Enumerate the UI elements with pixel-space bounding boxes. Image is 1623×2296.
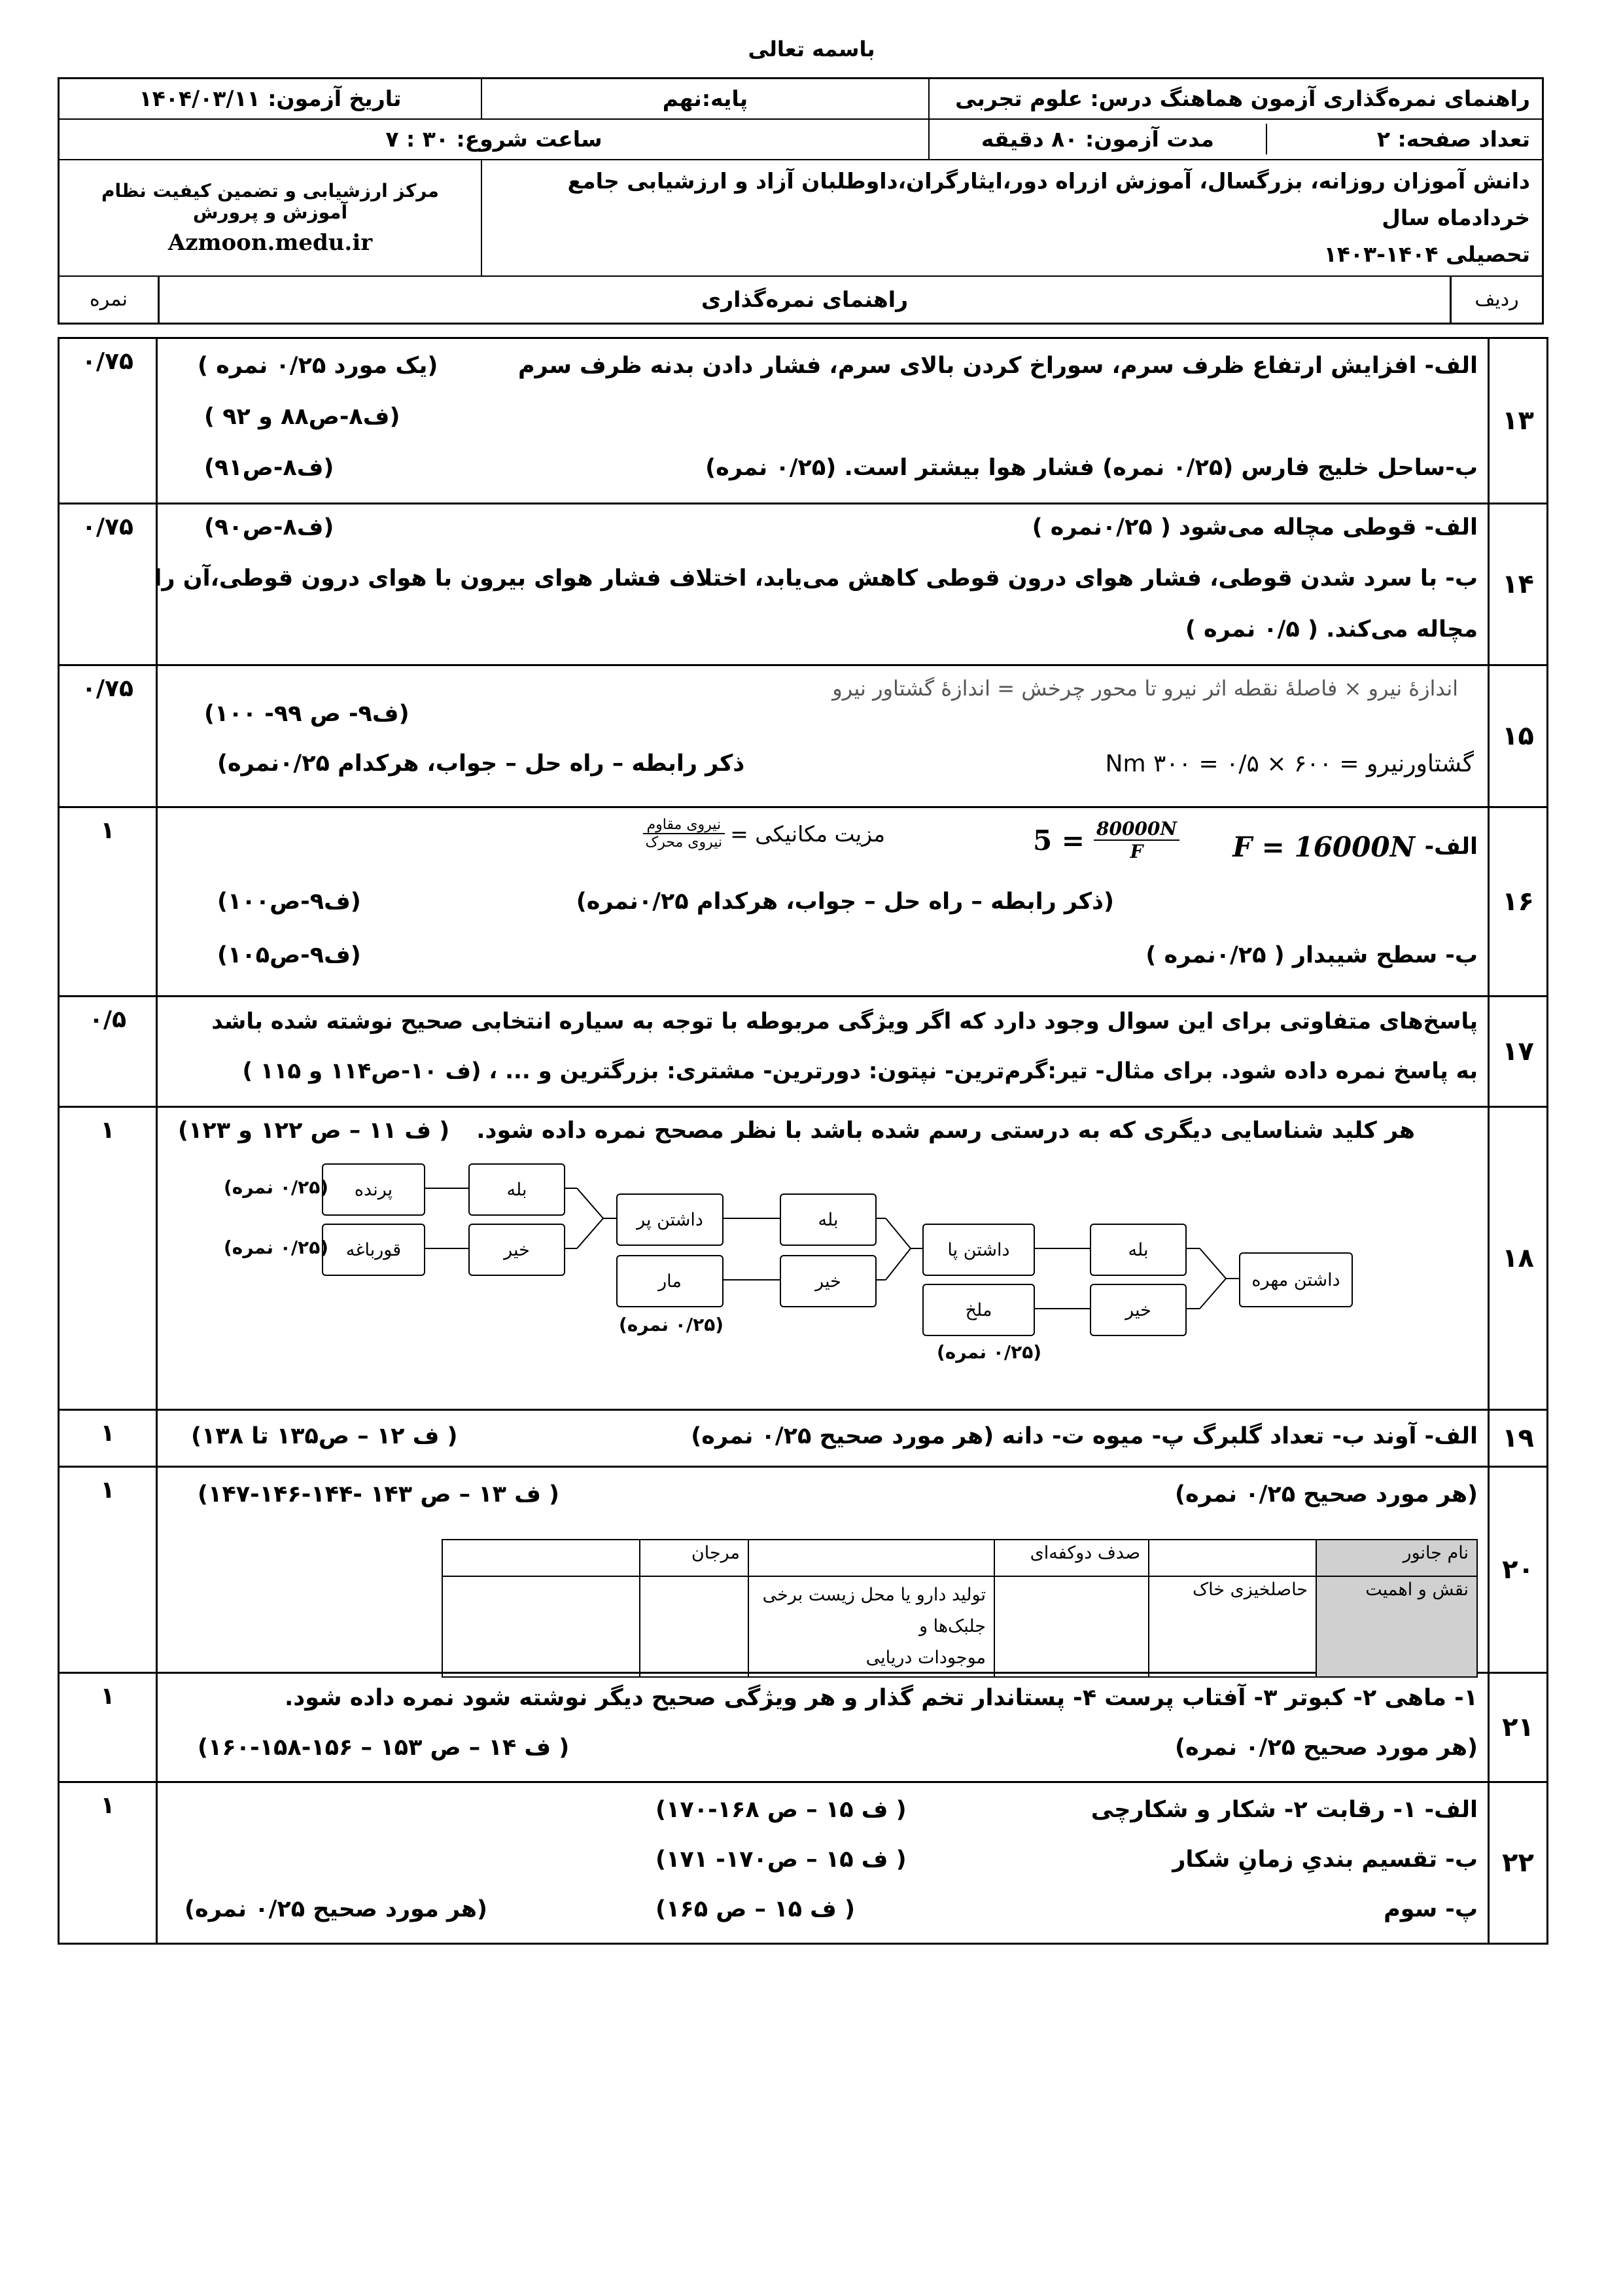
key-box-backbone: داشتن مهره bbox=[1239, 1252, 1353, 1307]
key-box-frog: قورباغه bbox=[322, 1224, 425, 1276]
force-result: F = 16000N bbox=[1232, 831, 1415, 863]
answer-line: پاسخ‌های متفاوتی برای این سوال وجود دارد که اگر ویژگی مربوطه با توجه به سیاره انتخابی صحیح نوشته شده باشد bbox=[211, 1008, 1478, 1034]
cell-empty bbox=[442, 1540, 640, 1576]
answer-line: الف- افزایش ارتفاع ظرف سرم، سوراخ کردن بالای سرم، فشار دادن بدنه ظرف سرم bbox=[518, 353, 1478, 379]
answer-row-21 bbox=[59, 1673, 1548, 1782]
cell-bivalve: صدف دوکفه‌ای bbox=[994, 1540, 1149, 1576]
book-reference: (ف۸-ص۹۰) bbox=[204, 514, 334, 540]
guide-title: راهنمای نمره‌گذاری آزمون هماهنگ درس: علوم تجربی bbox=[929, 79, 1543, 119]
row-number: ۱۶ bbox=[1489, 807, 1548, 997]
key-box-bird: پرنده bbox=[322, 1163, 425, 1216]
key-box-yes: بله bbox=[1090, 1224, 1187, 1276]
score: ۱ bbox=[59, 1782, 157, 1944]
answer-line: الف- ۱- رقابت ۲- شکار و شکارچی bbox=[1091, 1797, 1478, 1823]
key-box-no: خیر bbox=[1090, 1284, 1187, 1336]
page-heading: باسمه تعالی bbox=[748, 37, 875, 62]
key-box-feathers: داشتن پر bbox=[616, 1193, 724, 1246]
score: ۰/۷۵ bbox=[59, 338, 157, 504]
row-number: ۱۷ bbox=[1489, 997, 1548, 1107]
book-reference: ( ف ۱۵ – ص۱۷۰- ۱۷۱) bbox=[655, 1846, 907, 1873]
key-box-no: خیر bbox=[468, 1224, 565, 1276]
header-role: نقش و اهمیت bbox=[1316, 1576, 1477, 1677]
answer-row-22 bbox=[59, 1782, 1548, 1944]
score-note: (۰/۲۵ نمره) bbox=[937, 1341, 1042, 1363]
row-number: ۱۴ bbox=[1489, 504, 1548, 665]
score-note: (۰/۲۵ نمره) bbox=[224, 1237, 329, 1258]
mechanical-advantage-formula bbox=[643, 817, 886, 851]
exam-date: تاریخ آزمون: ۱۴۰۴/۰۳/۱۱ bbox=[59, 79, 481, 119]
answer-row-15 bbox=[59, 665, 1548, 807]
answer-line: پ- سوم bbox=[1384, 1896, 1478, 1922]
answer-row-16 bbox=[59, 807, 1548, 997]
key-box-snake: مار bbox=[616, 1255, 724, 1307]
answer-table bbox=[58, 337, 1548, 1945]
book-reference: ( ف ۱۴ – ص ۱۵۳ – ۱۵۶-۱۵۸-۱۶۰) bbox=[198, 1735, 570, 1761]
row-number: ۲۲ bbox=[1489, 1782, 1548, 1944]
answer-line: ب- با سرد شدن قوطی، فشار هوای درون قوطی کاهش می‌یابد، اختلاف فشار هوای بیرون با هوای درون قوطی،آن را bbox=[154, 565, 1478, 592]
key-box-yes: بله bbox=[780, 1193, 877, 1246]
answer-line: مچاله می‌کند. ( ۰/۵ نمره ) bbox=[1185, 616, 1478, 643]
answer-row-14 bbox=[59, 504, 1548, 665]
book-reference: (ف۸-ص۸۸ و ۹۲ ) bbox=[204, 404, 400, 430]
answer-line: به پاسخ نمره داده شود. برای مثال- تیر:گرم‌ترین- نپتون: دورترین- مشتری: بزرگترین و ... ، (ف ۱۰-ص۱۱۴ و ۱۱۵ ) bbox=[242, 1058, 1478, 1084]
score-note: (۰/۲۵ نمره) bbox=[619, 1314, 724, 1335]
col-row: ردیف bbox=[1451, 277, 1543, 323]
cell-empty bbox=[442, 1576, 640, 1677]
score: ۰/۷۵ bbox=[59, 504, 157, 665]
key-box-yes: بله bbox=[468, 1163, 565, 1216]
equation-lhs: 5 = bbox=[1032, 824, 1085, 857]
row-number: ۱۳ bbox=[1489, 338, 1548, 504]
formula-label: مزیت مکانیکی = bbox=[730, 821, 885, 847]
score: ۰/۷۵ bbox=[59, 665, 157, 807]
book-reference: ( ف ۱۵ – ص ۱۶۸-۱۷۰) bbox=[655, 1797, 907, 1823]
torque-calculation: گشتاورنیرو = ۶۰۰ × ۰/۵ = ۳۰۰ Nm bbox=[1105, 751, 1474, 777]
book-reference: ( ف ۱۵ – ص ۱۶۵) bbox=[655, 1896, 855, 1922]
score-note: (ذکر رابطه – راه حل – جواب، هرکدام ۰/۲۵نمره) bbox=[576, 889, 1114, 915]
answer-line: ب- سطح شیبدار ( ۰/۲۵نمره ) bbox=[1145, 942, 1478, 968]
cell-empty bbox=[640, 1576, 748, 1677]
row-number: ۲۰ bbox=[1489, 1467, 1548, 1673]
book-reference: (ف۹- ص ۹۹- ۱۰۰) bbox=[204, 701, 410, 727]
key-box-no: خیر bbox=[780, 1255, 877, 1307]
header-animal-name: نام جانور bbox=[1316, 1540, 1477, 1576]
answer-row-13 bbox=[59, 338, 1548, 504]
row-number: ۱۵ bbox=[1489, 665, 1548, 807]
part-label: الف- bbox=[1424, 834, 1478, 860]
website: Azmoon.medu.ir bbox=[167, 229, 373, 256]
identification-key bbox=[158, 1108, 1487, 1408]
score: ۱ bbox=[59, 1410, 157, 1467]
cell-soil-fertility: حاصلخیزی خاک bbox=[1149, 1576, 1316, 1677]
col-guide: راهنمای نمره‌گذاری bbox=[701, 287, 909, 312]
animal-role-table bbox=[442, 1539, 1478, 1678]
score: ۱ bbox=[59, 1673, 157, 1782]
students-line-1: دانش آموزان روزانه، بزرگسال، آموزش ازراه دور،ایثارگران،داوطلبان آزاد و ارزشیابی جامع خردادماه سال bbox=[567, 168, 1530, 230]
page-count: تعداد صفحه: ۲ bbox=[1266, 124, 1542, 154]
key-box-grasshopper: ملخ bbox=[922, 1284, 1035, 1336]
book-reference: ( ف ۱۳ – ص ۱۴۳ -۱۴۴-۱۴۶-۱۴۷) bbox=[198, 1481, 560, 1508]
answer-line: هر کلید شناسایی دیگری که به درستی رسم شده باشد با نظر مصحح نمره داده شود. bbox=[476, 1118, 1415, 1144]
score: ۱ bbox=[59, 807, 157, 997]
fraction-numerator: نیروی مقاوم bbox=[643, 817, 725, 834]
answer-row-18 bbox=[59, 1107, 1548, 1410]
col-score: نمره bbox=[60, 277, 159, 323]
cell-coral: مرجان bbox=[640, 1540, 748, 1576]
key-box-legs: داشتن پا bbox=[922, 1224, 1035, 1276]
row-number: ۱۹ bbox=[1489, 1410, 1548, 1467]
score: ۱ bbox=[59, 1467, 157, 1673]
equation-fraction bbox=[1094, 818, 1179, 862]
book-reference: ( ف ۱۱ – ص ۱۲۲ و ۱۲۳) bbox=[178, 1118, 450, 1144]
score-note: (هر مورد صحیح ۰/۲۵ نمره) bbox=[184, 1896, 487, 1922]
answer-line: ۱- ماهی ۲- کبوتر ۳- آفتاب پرست ۴- پستاندار تخم گذار و هر ویژگی صحیح دیگر نوشته شود نمره داده شود. bbox=[284, 1685, 1478, 1711]
score-note: (هر مورد صحیح ۰/۲۵ نمره) bbox=[1175, 1735, 1478, 1761]
answer-row-19 bbox=[59, 1410, 1548, 1467]
grade: پایه:نهم bbox=[481, 79, 929, 119]
fraction-denominator: F bbox=[1130, 841, 1143, 862]
exam-header bbox=[58, 77, 1544, 325]
row-number: ۱۸ bbox=[1489, 1107, 1548, 1410]
answer-line: ب- تقسیم بندیِ زمانِ شکار bbox=[1172, 1846, 1478, 1873]
equation bbox=[1033, 818, 1179, 862]
book-reference: (ف۸-ص۹۱) bbox=[204, 455, 334, 481]
fraction-denominator: نیروی محرک bbox=[645, 834, 723, 851]
book-reference: ( ف ۱۲ – ص۱۳۵ تا ۱۳۸) bbox=[191, 1423, 458, 1449]
cell-empty bbox=[748, 1540, 994, 1576]
answer-row-20 bbox=[59, 1467, 1548, 1673]
center-name: مرکز ارزشیابی و تضمین کیفیت نظام آموزش و پرورش bbox=[101, 179, 439, 223]
cell-coral-role: موجودات دریایی bbox=[865, 1648, 986, 1668]
fraction-numerator: 80000N bbox=[1094, 818, 1179, 841]
start-time: ساعت شروع: ۳۰ : ۷ bbox=[59, 119, 930, 160]
cell-empty bbox=[1149, 1540, 1316, 1576]
answer-line: الف- آوند ب- تعداد گلبرگ پ- میوه ت- دانه (هر مورد صحیح ۰/۲۵ نمره) bbox=[691, 1423, 1478, 1449]
score: ۰/۵ bbox=[59, 997, 157, 1107]
duration: مدت آزمون: ۸۰ دقیقه bbox=[981, 126, 1214, 152]
cell-coral-role: تولید دارو یا محل زیست برخی جلبک‌ها و bbox=[762, 1585, 986, 1636]
answer-row-17 bbox=[59, 997, 1548, 1107]
book-reference: (ف۹-ص۱۰۵) bbox=[217, 942, 361, 968]
score-note: (هر مورد صحیح ۰/۲۵ نمره) bbox=[1175, 1481, 1478, 1508]
score-note: (یک مورد ۰/۲۵ نمره ) bbox=[198, 353, 438, 379]
score-note: (۰/۲۵ نمره) bbox=[224, 1176, 329, 1198]
formula-fraction bbox=[643, 817, 725, 851]
score: ۱ bbox=[59, 1107, 157, 1410]
score-note: ذکر رابطه – راه حل – جواب، هرکدام ۰/۲۵نمره) bbox=[217, 751, 745, 777]
students-line-2: تحصیلی ۱۴۰۴-۱۴۰۳ bbox=[1323, 241, 1530, 267]
cell-empty bbox=[994, 1576, 1149, 1677]
book-reference: (ف۹-ص۱۰۰) bbox=[217, 889, 361, 915]
torque-formula: اندازهٔ نیرو × فاصلهٔ نقطه اثر نیرو تا محور چرخش = اندازهٔ گشتاور نیرو bbox=[832, 676, 1458, 701]
answer-line: ب-ساحل خلیج فارس (۰/۲۵ نمره) فشار هوا بیشتر است. (۰/۲۵ نمره) bbox=[705, 455, 1478, 481]
answer-line: الف- قوطی مچاله می‌شود ( ۰/۲۵نمره ) bbox=[1032, 514, 1478, 540]
row-number: ۲۱ bbox=[1489, 1673, 1548, 1782]
